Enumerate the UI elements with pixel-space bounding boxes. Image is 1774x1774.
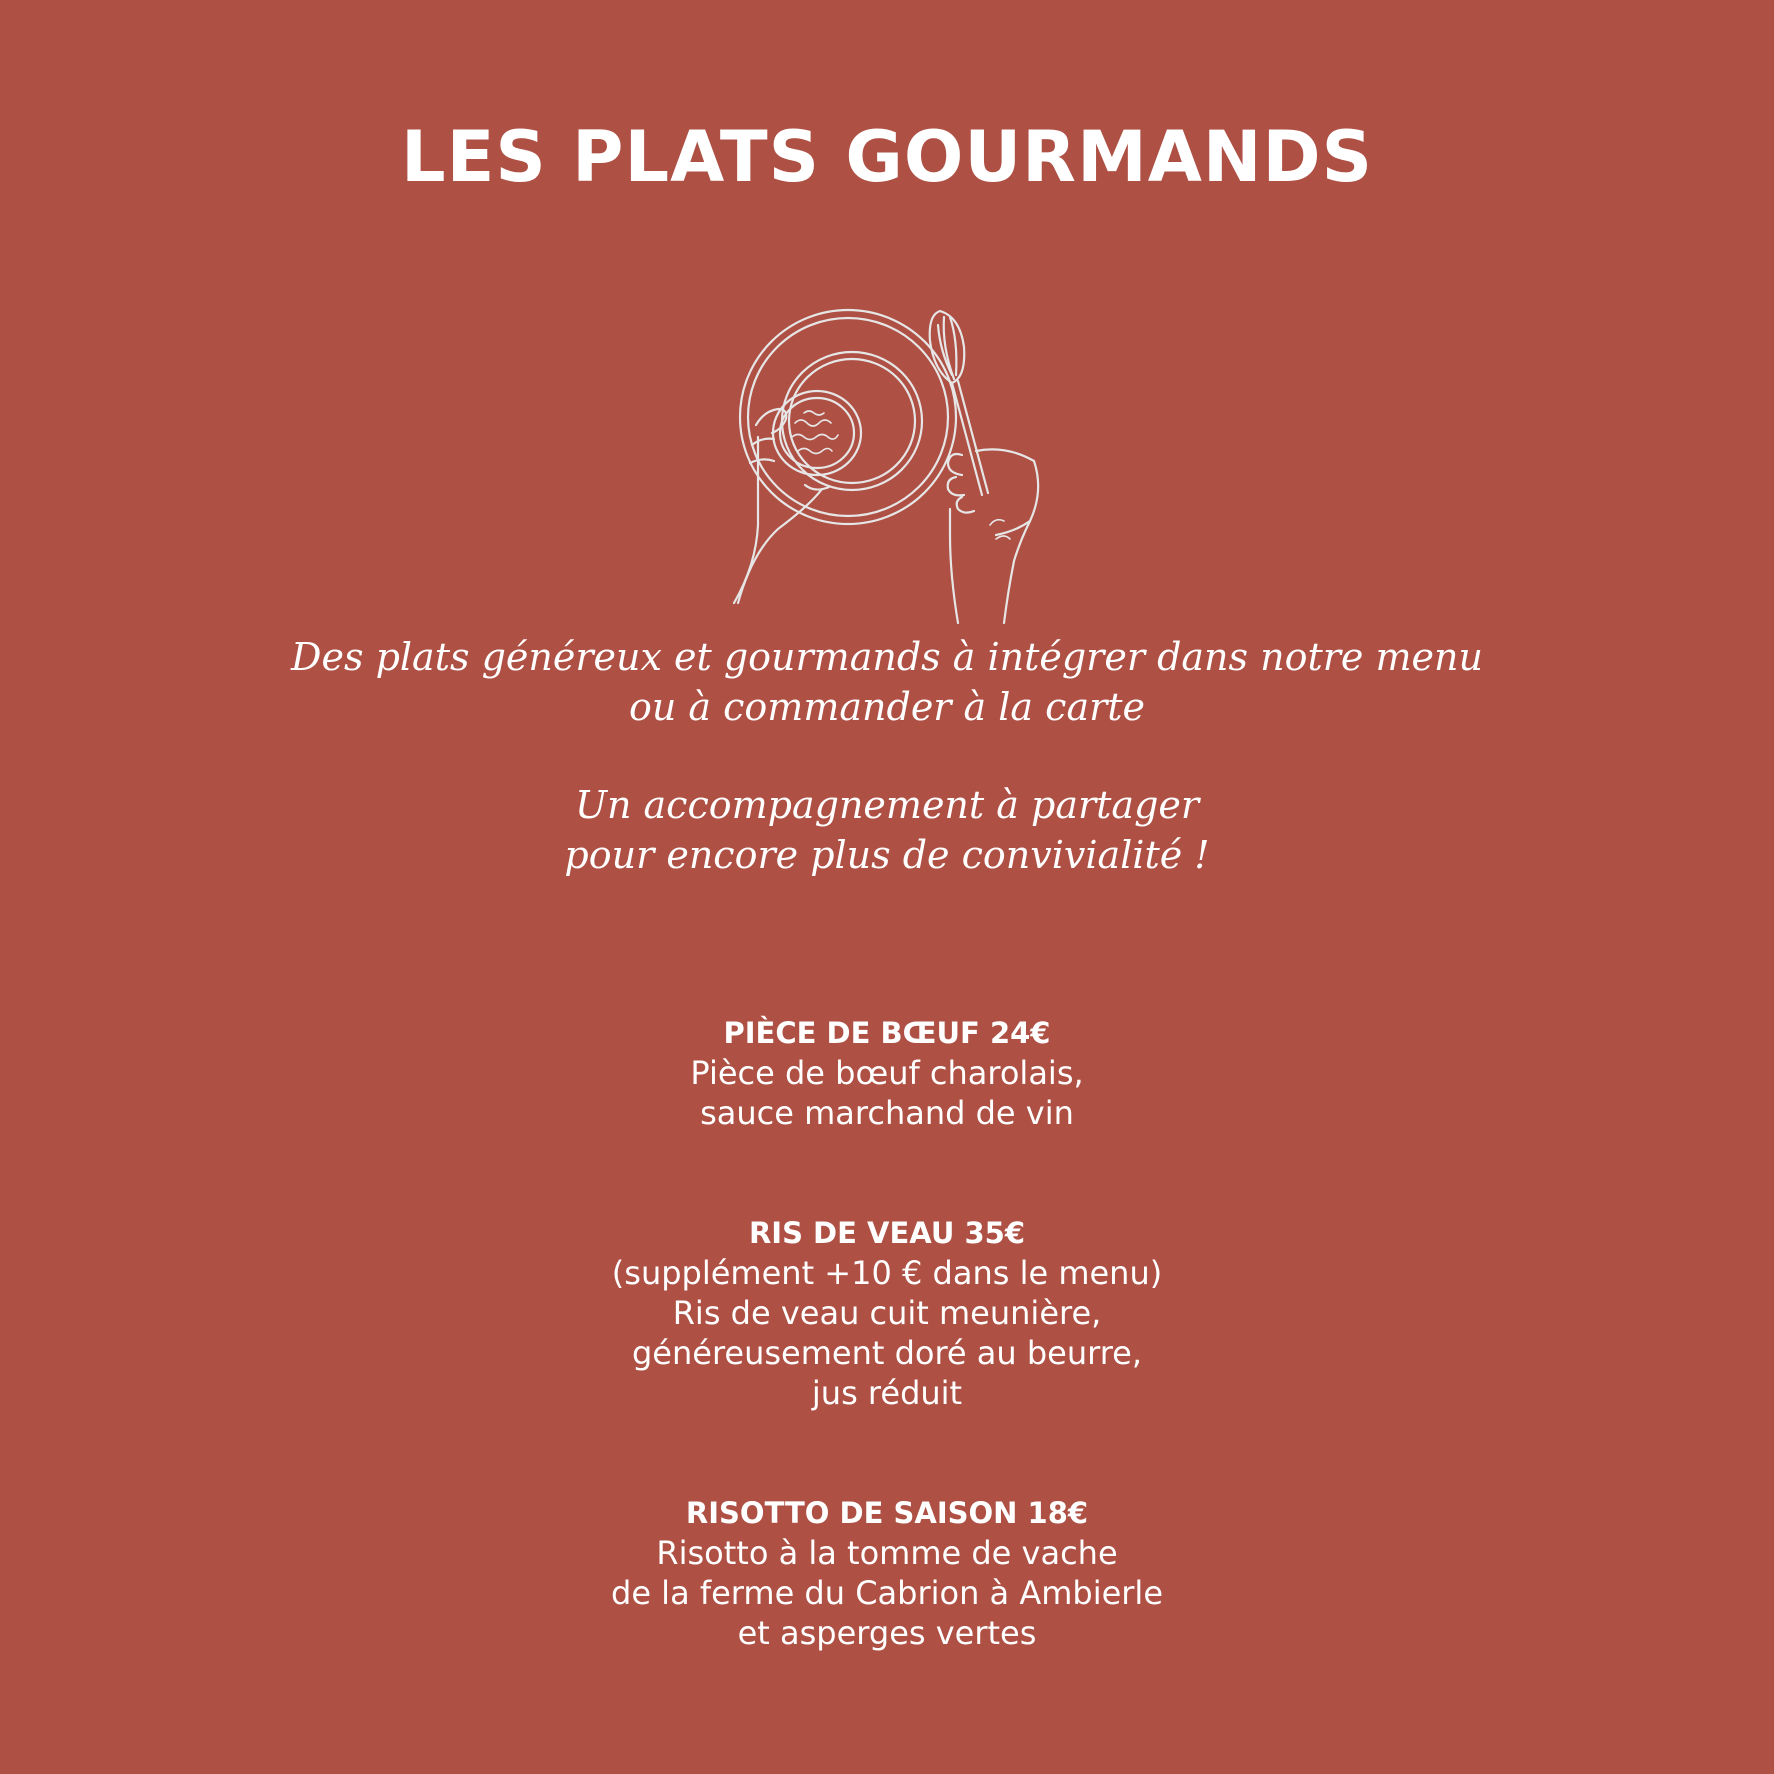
intro-line: Un accompagnement à partager	[574, 783, 1200, 827]
intro-line: pour encore plus de convivialité !	[564, 833, 1210, 877]
intro-line: Des plats généreux et gourmands à intégrer dans notre menu	[291, 635, 1483, 679]
dish-item-risotto-de-saison	[0, 1493, 1774, 1653]
dish-description-line: (supplément +10 € dans le menu)	[611, 1254, 1163, 1292]
dish-description-line: Risotto à la tomme de vache	[656, 1534, 1118, 1572]
dish-name: RIS DE VEAU 35€	[748, 1216, 1026, 1250]
dish-description-line: sauce marchand de vin	[700, 1094, 1074, 1132]
intro-line: ou à commander à la carte	[628, 685, 1146, 729]
dish-name: PIÈCE DE BŒUF 24€	[723, 1016, 1051, 1050]
dish-description-line: généreusement doré au beurre,	[631, 1334, 1143, 1372]
dish-item-ris-de-veau	[0, 1213, 1774, 1413]
dish-description-line: et asperges vertes	[737, 1614, 1037, 1652]
dish-description-line: de la ferme du Cabrion à Ambierle	[611, 1574, 1163, 1612]
intro-paragraph-2	[0, 780, 1774, 880]
dish-name: RISOTTO DE SAISON 18€	[685, 1496, 1089, 1530]
hands-plate-whisk-icon	[700, 295, 1080, 625]
page-title: LES PLATS GOURMANDS	[400, 116, 1374, 198]
dish-description-line: Pièce de bœuf charolais,	[690, 1054, 1084, 1092]
intro-paragraph-1	[0, 632, 1774, 732]
dish-description-line: Ris de veau cuit meunière,	[672, 1294, 1102, 1332]
dish-item-piece-de-boeuf	[0, 1013, 1774, 1133]
dish-description-line: jus réduit	[811, 1374, 963, 1412]
